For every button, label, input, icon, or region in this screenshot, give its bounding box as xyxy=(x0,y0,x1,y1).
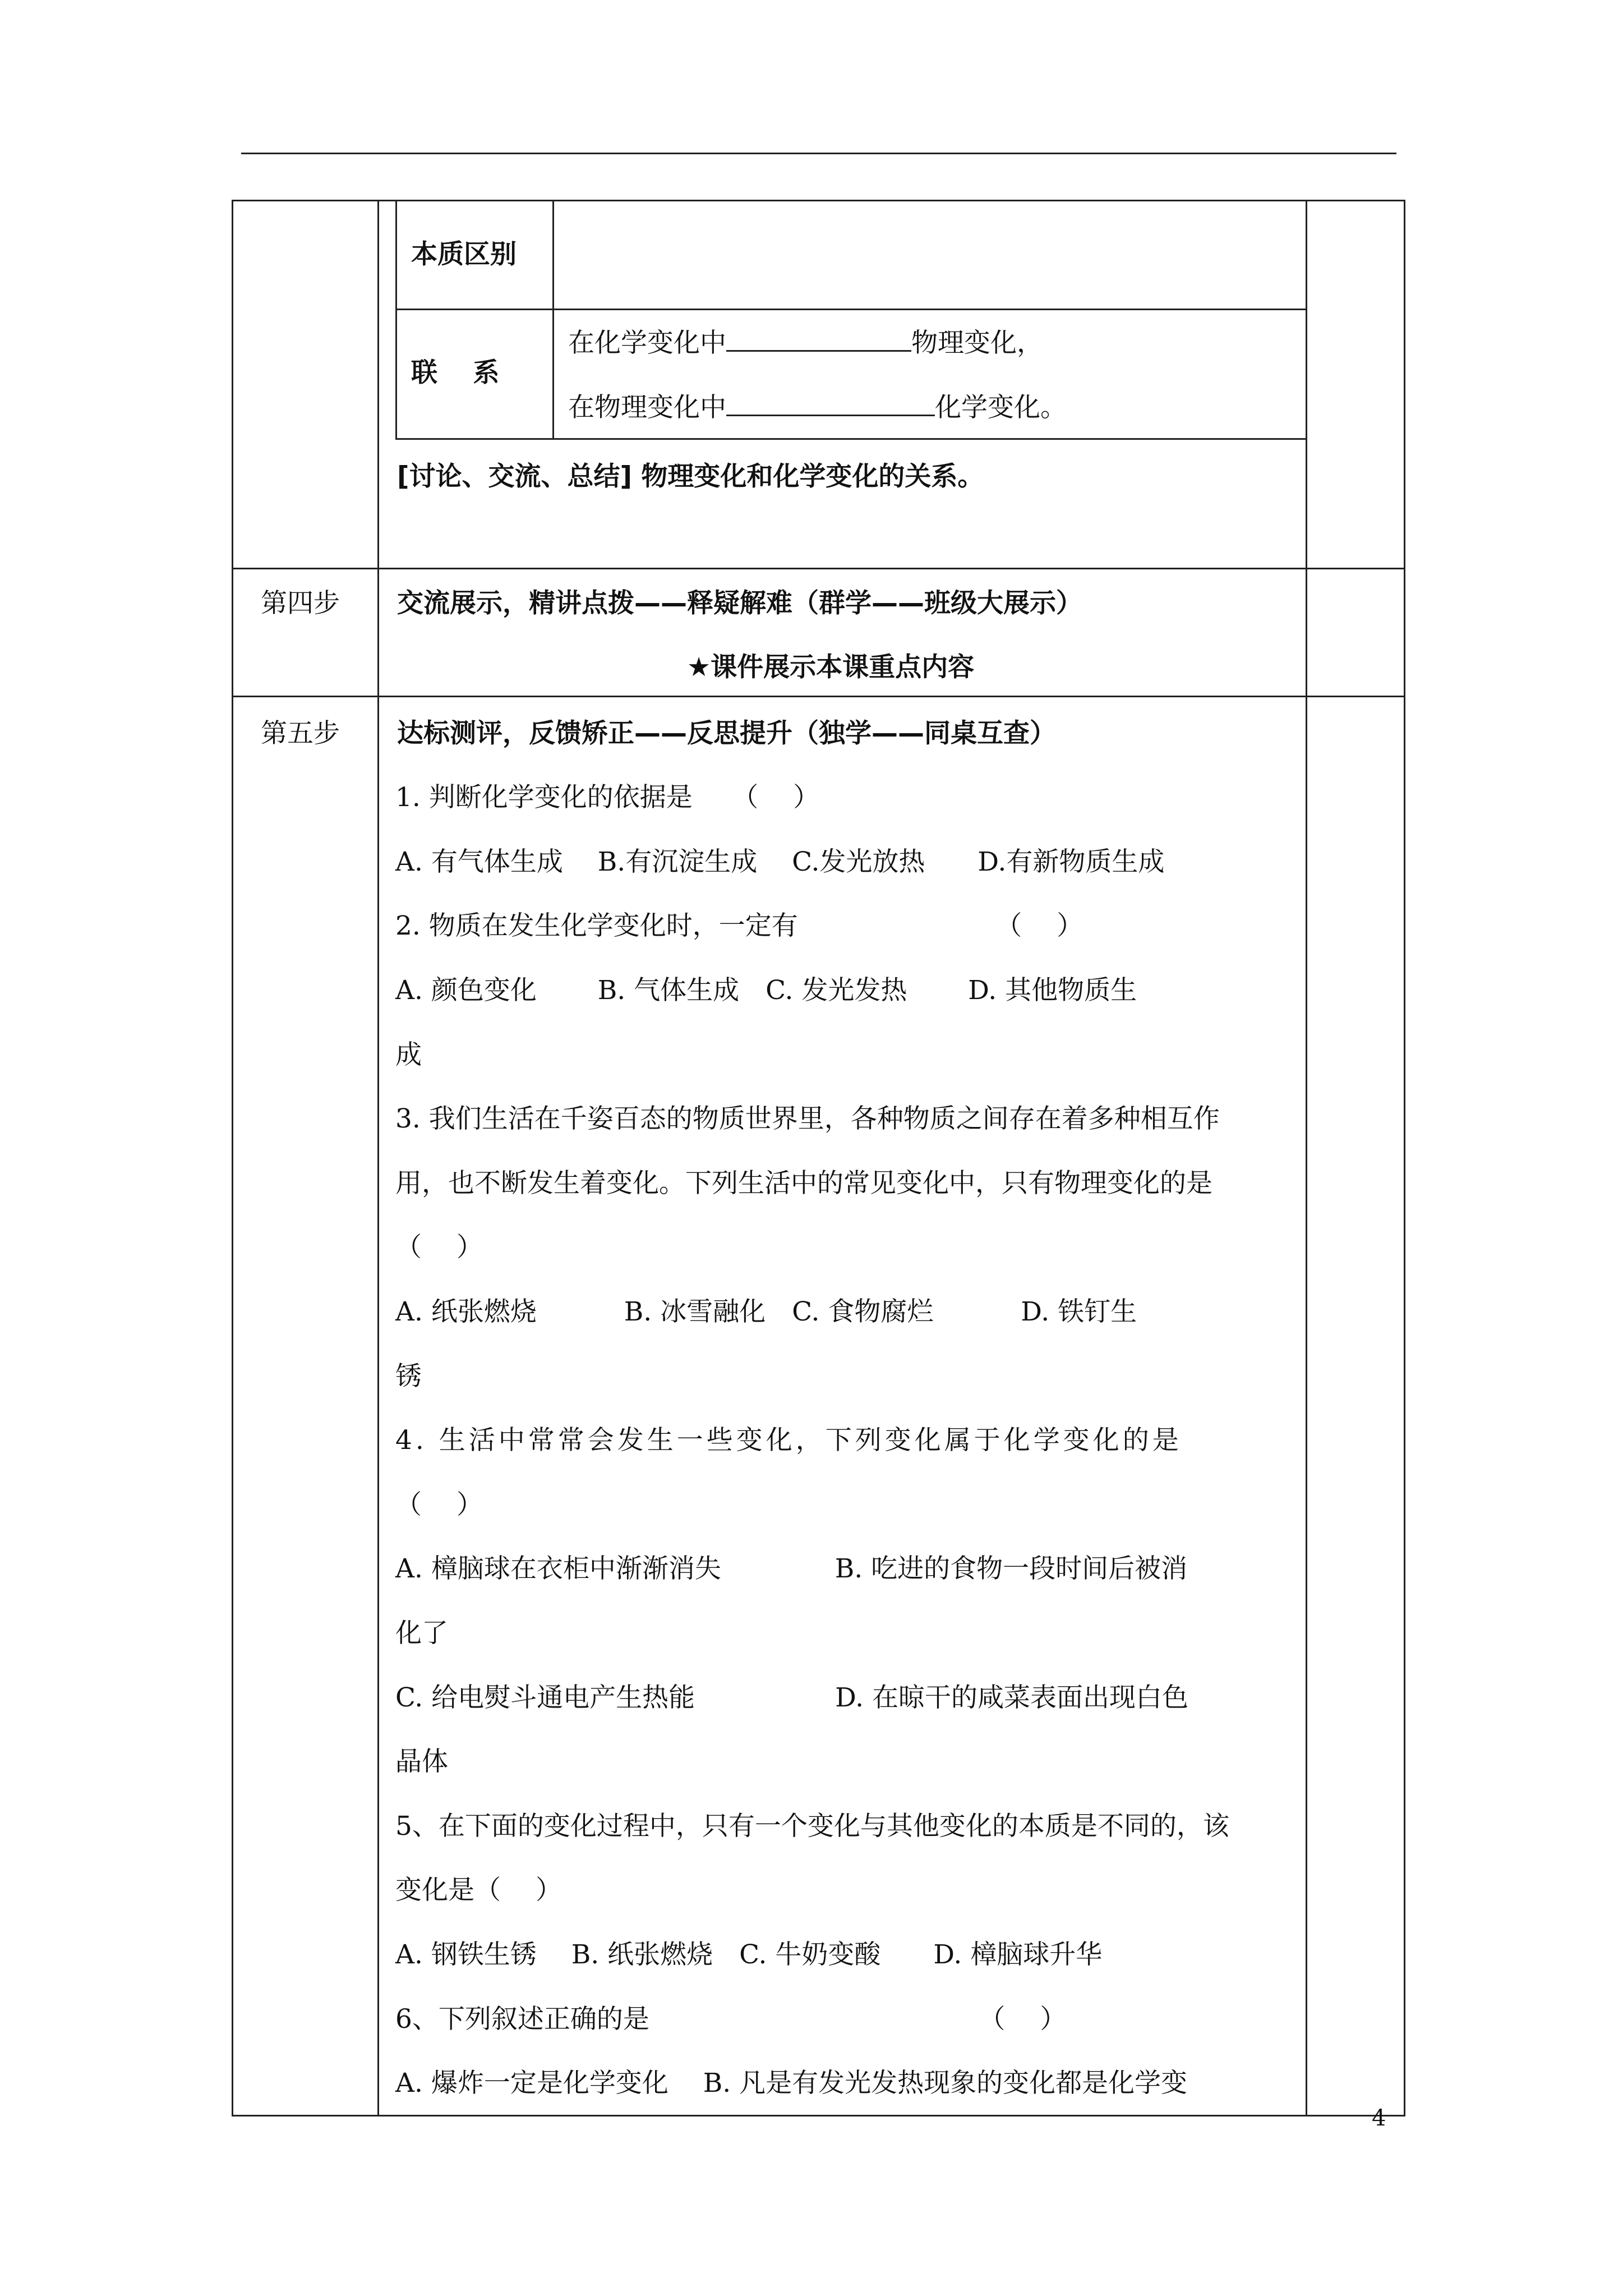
quiz-line: 1. 判断化学变化的依据是 （ ） xyxy=(395,782,820,813)
quiz-line: A. 有气体生成 B.有沉淀生成 C.发光放热 D.有新物质生成 xyxy=(395,846,1165,877)
header-rule xyxy=(241,153,1396,154)
comparison-row-divider xyxy=(395,309,1307,310)
step4-title: 交流展示，精讲点拨——释疑解难（群学——班级大展示） xyxy=(397,588,1082,619)
essence-difference-label: 本质区别 xyxy=(411,239,517,270)
quiz-line: A. 颜色变化 B. 气体生成 C. 发光发热 D. 其他物质生 xyxy=(395,975,1137,1006)
quiz-line: （ ） xyxy=(395,1232,483,1263)
relation-line-1: 在化学变化中 物理变化， xyxy=(568,325,1043,360)
quiz-line: 5、在下面的变化过程中，只有一个变化与其他变化的本质是不同的，该 xyxy=(395,1811,1229,1842)
relation-line-2: 在物理变化中 化学变化。 xyxy=(568,390,1067,425)
step4-label: 第四步 xyxy=(261,588,340,619)
quiz-line: 3. 我们生活在千姿百态的物质世界里，各种物质之间存在着多种相互作 xyxy=(395,1103,1220,1134)
step5-title: 达标测评，反馈矫正——反思提升（独学——同桌互查） xyxy=(397,718,1056,749)
quiz-line: 变化是（ ） xyxy=(395,1875,562,1906)
step5-label: 第五步 xyxy=(261,718,340,749)
quiz-line: A. 樟脑球在衣柜中渐渐消失 B. 吃进的食物一段时间后被消 xyxy=(395,1553,1188,1584)
comparison-col-divider xyxy=(552,200,554,440)
step4-note: ★课件展示本课重点内容 xyxy=(687,652,975,683)
page-number: 4 xyxy=(1372,2105,1386,2131)
quiz-line: 2. 物质在发生化学变化时，一定有 （ ） xyxy=(395,910,1083,941)
quiz-line: 锈 xyxy=(395,1361,422,1392)
quiz-line: 4. 生活中常常会发生一些变化，下列变化属于化学变化的是 xyxy=(395,1425,1182,1456)
quiz-line: 成 xyxy=(395,1039,422,1070)
quiz-line: A. 爆炸一定是化学变化 B. 凡是有发光发热现象的变化都是化学变 xyxy=(395,2068,1188,2099)
row-divider-2 xyxy=(232,696,1405,697)
row-divider-1 xyxy=(232,568,1405,569)
quiz-line: A. 纸张燃烧 B. 冰雪融化 C. 食物腐烂 D. 铁钉生 xyxy=(395,1296,1137,1327)
discussion-summary: [讨论、交流、总结] 物理变化和化学变化的关系。 xyxy=(397,461,984,492)
relation-label: 联 系 xyxy=(411,357,500,388)
fill-blank-1[interactable] xyxy=(726,325,911,352)
quiz-line: 用，也不断发生着变化。下列生活中的常见变化中，只有物理变化的是 xyxy=(395,1168,1212,1199)
quiz-line: A. 钢铁生锈 B. 纸张燃烧 C. 牛奶变酸 D. 樟脑球升华 xyxy=(395,1939,1103,1970)
quiz-line: 化了 xyxy=(395,1618,448,1649)
quiz-line: C. 给电熨斗通电产生热能 D. 在晾干的咸菜表面出现白色 xyxy=(395,1682,1188,1713)
quiz-line: 晶体 xyxy=(395,1746,448,1777)
col-divider-right xyxy=(1306,200,1307,2116)
quiz-line: 6、下列叙述正确的是 （ ） xyxy=(395,2004,1067,2035)
quiz-line: （ ） xyxy=(395,1489,483,1520)
col-divider-left xyxy=(377,200,379,2116)
fill-blank-2[interactable] xyxy=(726,390,935,416)
